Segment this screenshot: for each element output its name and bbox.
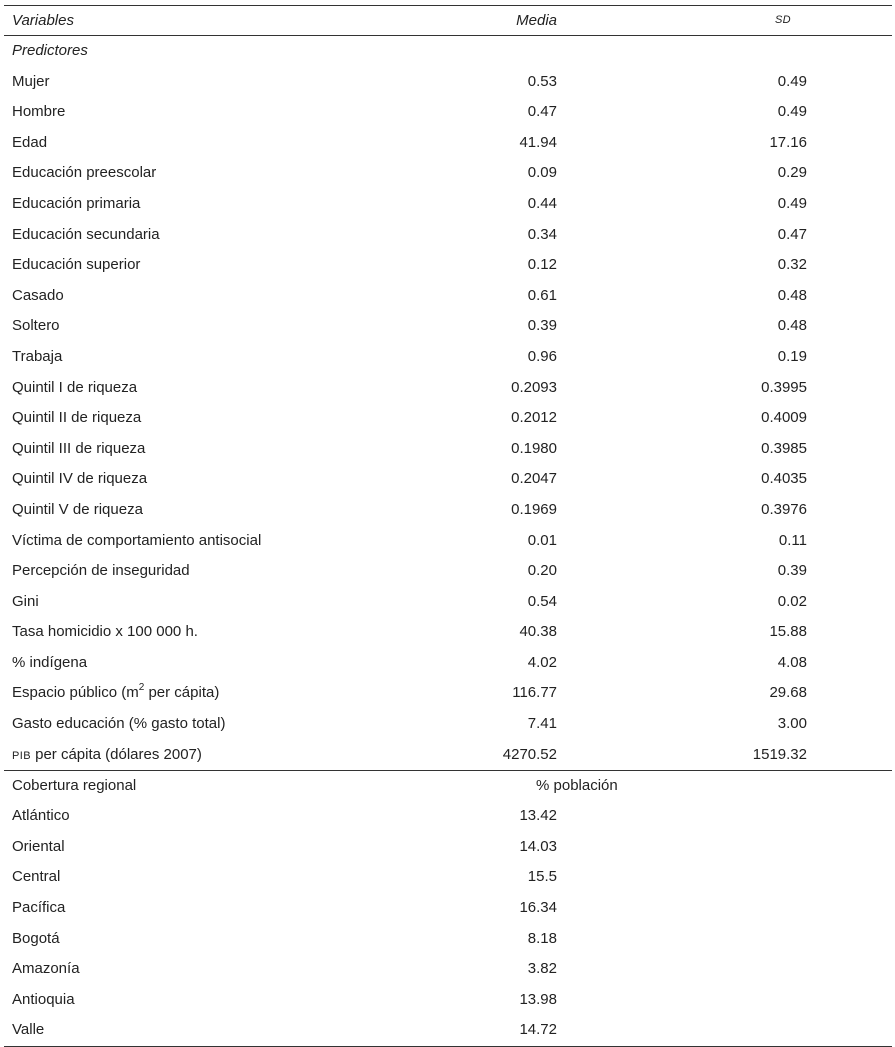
row-media: 0.39 xyxy=(527,317,557,335)
row-media: 0.53 xyxy=(527,72,557,90)
row-media: 7.41 xyxy=(527,715,557,733)
table-header-row xyxy=(4,6,892,35)
row-media: 0.44 xyxy=(527,194,557,212)
region-rows xyxy=(4,801,892,1046)
section-predictores-label: Predictores xyxy=(12,42,88,59)
row-sd: 0.3976 xyxy=(761,500,807,518)
region-pct: 14.03 xyxy=(519,837,557,855)
table-row xyxy=(4,862,892,893)
row-label: Hombre xyxy=(12,103,66,121)
predictor-rows xyxy=(4,67,892,771)
table-row xyxy=(4,128,892,159)
row-media: 116.77 xyxy=(512,684,557,702)
table-row xyxy=(4,526,892,557)
region-pct: 14.72 xyxy=(519,1021,557,1039)
row-media: 0.61 xyxy=(527,286,557,304)
table-row xyxy=(4,893,892,924)
row-label: Gasto educación (% gasto total) xyxy=(12,715,226,733)
regional-header-row xyxy=(4,771,892,801)
region-label: Antioquia xyxy=(12,990,75,1008)
row-label: Educación primaria xyxy=(12,194,141,212)
row-media: 0.09 xyxy=(527,164,557,182)
row-media: 0.96 xyxy=(527,347,557,365)
row-media: 4270.52 xyxy=(502,745,557,763)
row-sd: 0.3985 xyxy=(761,439,807,457)
region-label: Pacífica xyxy=(12,899,66,917)
row-label: Educación preescolar xyxy=(12,164,157,182)
row-sd: 17.16 xyxy=(769,133,807,151)
table-row xyxy=(4,281,892,312)
row-label: % indígena xyxy=(12,653,88,671)
table-row xyxy=(4,250,892,281)
table-row xyxy=(4,556,892,587)
region-label: Valle xyxy=(12,1021,45,1039)
row-sd: 0.4035 xyxy=(761,470,807,488)
table-row-espacio-publico xyxy=(4,678,892,709)
row-sd: 3.00 xyxy=(777,715,807,733)
region-label: Atlántico xyxy=(12,807,70,825)
region-label: Amazonía xyxy=(12,960,80,978)
row-sd: 0.48 xyxy=(777,286,807,304)
row-media: 0.34 xyxy=(527,225,557,243)
table-row xyxy=(4,801,892,832)
row-media: 40.38 xyxy=(519,623,557,641)
row-label xyxy=(12,678,219,709)
table-row xyxy=(4,954,892,985)
table-row xyxy=(4,403,892,434)
region-pct: 13.98 xyxy=(519,990,557,1008)
row-sd: 0.19 xyxy=(777,347,807,365)
row-sd: 0.49 xyxy=(777,72,807,90)
table-row xyxy=(4,924,892,955)
region-label: Oriental xyxy=(12,837,65,855)
row-sd: 0.39 xyxy=(777,562,807,580)
table-row xyxy=(4,985,892,1016)
row-label: Educación secundaria xyxy=(12,225,160,243)
regional-header-label: Cobertura regional xyxy=(12,777,137,795)
table-row xyxy=(4,617,892,648)
espacio-label-after: per cápita) xyxy=(144,684,220,702)
row-sd: 4.08 xyxy=(777,653,807,671)
row-media: 41.94 xyxy=(519,133,557,151)
pib-label-rest: per cápita (dólares 2007) xyxy=(30,745,202,763)
table-row xyxy=(4,311,892,342)
row-media: 0.01 xyxy=(527,531,557,549)
header-media: Media xyxy=(516,12,557,29)
row-label: Educación superior xyxy=(12,256,141,274)
table-row xyxy=(4,220,892,251)
row-media: 0.12 xyxy=(527,256,557,274)
row-label: Edad xyxy=(12,133,48,151)
row-label: Víctima de comportamiento antisocial xyxy=(12,531,262,549)
region-pct: 15.5 xyxy=(527,868,557,886)
header-sd: SD xyxy=(775,14,791,26)
row-sd: 0.47 xyxy=(777,225,807,243)
table-row xyxy=(4,648,892,679)
row-label: Trabaja xyxy=(12,347,63,365)
row-media: 0.2093 xyxy=(511,378,557,396)
regional-header-pct: % población xyxy=(536,777,618,795)
region-pct: 3.82 xyxy=(527,960,557,978)
row-sd: 0.48 xyxy=(777,317,807,335)
region-pct: 13.42 xyxy=(519,807,557,825)
row-label: Soltero xyxy=(12,317,60,335)
row-label: Gini xyxy=(12,592,39,610)
row-label: Quintil IV de riqueza xyxy=(12,470,148,488)
table-row-gasto-educacion xyxy=(4,709,892,740)
table-row xyxy=(4,434,892,465)
row-sd: 0.29 xyxy=(777,164,807,182)
row-media: 0.20 xyxy=(527,562,557,580)
row-sd: 15.88 xyxy=(769,623,807,641)
table-row xyxy=(4,1015,892,1046)
espacio-superscript: 2 xyxy=(138,682,145,694)
espacio-label-before: Espacio público (m xyxy=(12,684,139,702)
row-sd: 0.49 xyxy=(777,194,807,212)
row-media: 0.54 xyxy=(527,592,557,610)
table-row xyxy=(4,495,892,526)
row-media: 0.1980 xyxy=(511,439,557,457)
table-row xyxy=(4,189,892,220)
section-label-predictores xyxy=(4,36,892,67)
region-pct: 8.18 xyxy=(527,929,557,947)
row-label: Quintil III de riqueza xyxy=(12,439,146,457)
row-media: 0.2012 xyxy=(511,409,557,427)
row-media: 0.47 xyxy=(527,103,557,121)
row-label: Quintil II de riqueza xyxy=(12,409,142,427)
region-label: Bogotá xyxy=(12,929,60,947)
row-sd: 0.02 xyxy=(777,592,807,610)
row-sd: 0.32 xyxy=(777,256,807,274)
row-sd: 0.49 xyxy=(777,103,807,121)
row-media: 0.2047 xyxy=(511,470,557,488)
row-label: Casado xyxy=(12,286,64,304)
row-sd: 29.68 xyxy=(769,684,807,702)
row-media: 0.1969 xyxy=(511,500,557,518)
row-media: 4.02 xyxy=(527,653,557,671)
row-sd: 1519.32 xyxy=(752,745,807,763)
table-row xyxy=(4,832,892,863)
region-pct: 16.34 xyxy=(519,899,557,917)
row-label: Mujer xyxy=(12,72,50,90)
region-label: Central xyxy=(12,868,61,886)
table-row xyxy=(4,373,892,404)
row-label: Quintil V de riqueza xyxy=(12,500,143,518)
pib-abbreviation: PIB xyxy=(12,749,31,762)
table-row xyxy=(4,587,892,618)
table-row xyxy=(4,342,892,373)
row-label xyxy=(12,740,202,772)
table-row-pib xyxy=(4,740,892,771)
row-label: Percepción de inseguridad xyxy=(12,562,190,580)
table-row xyxy=(4,158,892,189)
header-variables: Variables xyxy=(12,12,74,29)
table-row xyxy=(4,67,892,98)
table-row xyxy=(4,97,892,128)
row-sd: 0.11 xyxy=(778,531,807,549)
statistics-table xyxy=(4,5,892,1047)
row-sd: 0.3995 xyxy=(761,378,807,396)
row-label: Quintil I de riqueza xyxy=(12,378,138,396)
row-label: Tasa homicidio x 100 000 h. xyxy=(12,623,198,641)
row-sd: 0.4009 xyxy=(761,409,807,427)
table-row xyxy=(4,464,892,495)
